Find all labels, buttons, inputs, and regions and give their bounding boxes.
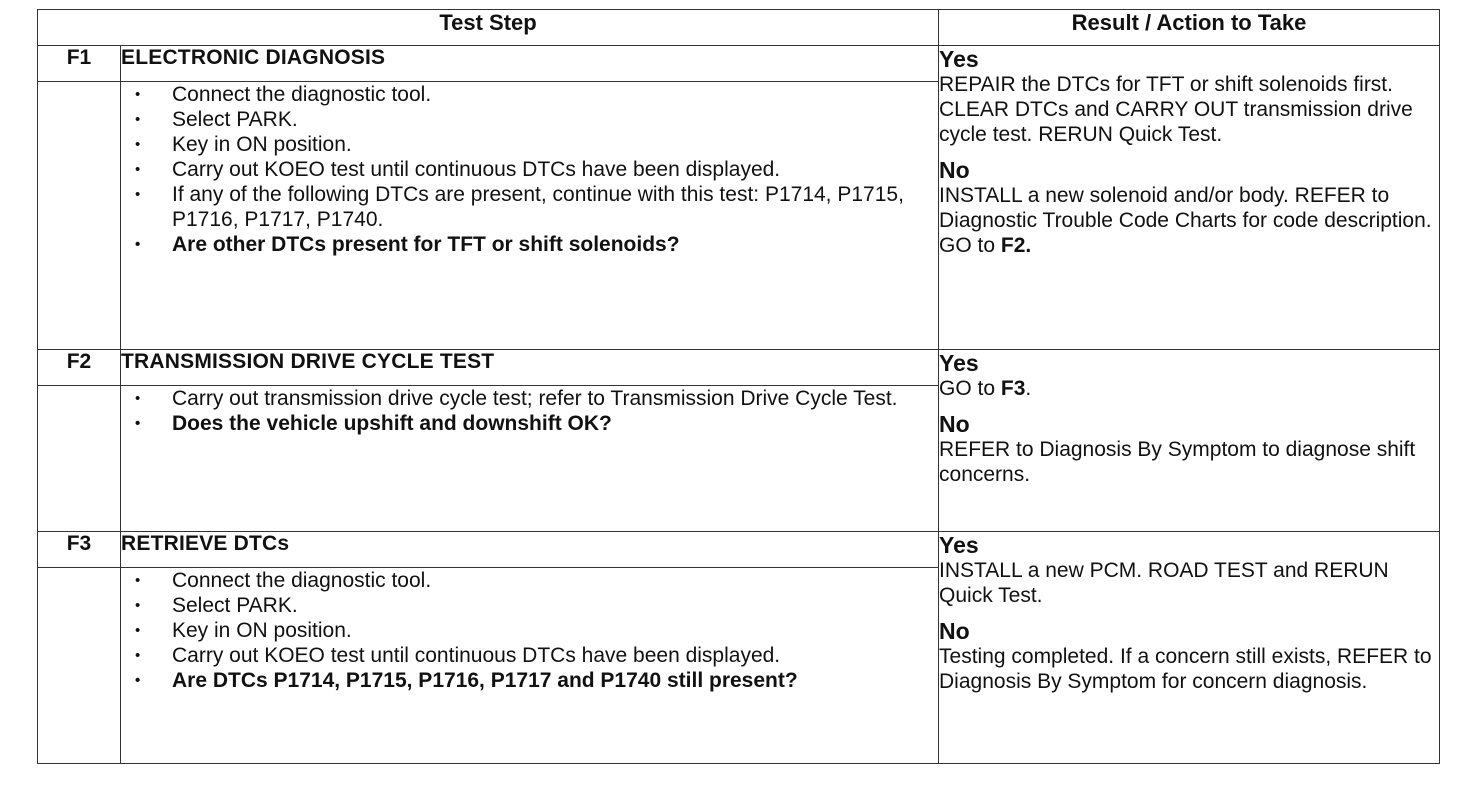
step-result: [939, 350, 1440, 532]
goto-ref-link[interactable]: F3: [1000, 377, 1026, 400]
bullet-question: • Are DTCs P1714, P1715, P1716, P1717 and P1740 still present?: [135, 669, 798, 692]
step-title: ELECTRONIC DIAGNOSIS: [121, 46, 939, 82]
yes-label: Yes: [939, 532, 979, 558]
yes-label: Yes: [939, 46, 979, 72]
no-label: No: [939, 157, 970, 183]
bullet-list: [121, 568, 938, 693]
yes-action-wrap: [939, 376, 1439, 401]
no-action: REFER to Diagnosis By Symptom to diagnose shift concerns.: [939, 438, 1416, 486]
bullet-item: • Carry out KOEO test until continuous DTCs have been displayed.: [135, 158, 781, 181]
step-id: F3: [38, 532, 121, 568]
bullet-item: • Key in ON position.: [135, 133, 352, 156]
step-title: TRANSMISSION DRIVE CYCLE TEST: [121, 350, 939, 386]
yes-action: REPAIR the DTCs for TFT or shift solenoids first. CLEAR DTCs and CARRY OUT transmission drive cycle test. RERUN Quick Test.: [939, 73, 1413, 146]
step-title: RETRIEVE DTCs: [121, 532, 939, 568]
step-id-spacer: [38, 386, 121, 532]
bullet-question: • Does the vehicle upshift and downshift OK?: [135, 412, 612, 435]
no-action: Testing completed. If a concern still exists, REFER to Diagnosis By Symptom for concern diagnosis.: [939, 645, 1432, 693]
step-f2: [38, 350, 1440, 532]
step-f3: [38, 532, 1440, 764]
yes-action: GO to: [939, 377, 996, 400]
yes-suffix: .: [1025, 377, 1032, 400]
bullet-item: • Select PARK.: [135, 108, 298, 131]
diagnostic-table: [37, 9, 1440, 764]
yes-label: Yes: [939, 350, 979, 376]
header-result-action: Result / Action to Take: [939, 10, 1440, 46]
step-result: [939, 46, 1440, 350]
step-id: F2: [38, 350, 121, 386]
no-action-wrap: [939, 183, 1439, 258]
bullet-item: • Select PARK.: [135, 594, 298, 617]
step-bullets: [121, 386, 939, 532]
step-f1: [38, 46, 1440, 350]
header-row: [38, 10, 1440, 46]
step-bullets: [121, 568, 939, 764]
bullet-list: [121, 386, 938, 436]
step-id: F1: [38, 46, 121, 82]
bullet-item: • Key in ON position.: [135, 619, 352, 642]
yes-action: INSTALL a new PCM. ROAD TEST and RERUN Quick Test.: [939, 559, 1389, 607]
goto-ref-link[interactable]: F2.: [1000, 234, 1032, 257]
step-id-spacer: [38, 568, 121, 764]
bullet-question: • Are other DTCs present for TFT or shift solenoids?: [135, 233, 680, 256]
bullet-list: [121, 82, 938, 257]
no-label: No: [939, 411, 970, 437]
bullet-item: • Carry out transmission drive cycle test; refer to Transmission Drive Cycle Test.: [135, 387, 898, 410]
bullet-item: • Carry out KOEO test until continuous DTCs have been displayed.: [135, 644, 781, 667]
bullet-item: • Connect the diagnostic tool.: [135, 83, 432, 106]
header-test-step: Test Step: [38, 10, 939, 46]
bullet-item: • Connect the diagnostic tool.: [135, 569, 432, 592]
bullet-item: • If any of the following DTCs are present, continue with this test: P1714, P1715, P1716, P1717, P1740.: [135, 183, 904, 231]
no-label: No: [939, 618, 970, 644]
step-bullets: [121, 82, 939, 350]
no-action: INSTALL a new solenoid and/or body. REFER to Diagnostic Trouble Code Charts for code description. GO to: [939, 184, 1432, 257]
step-result: [939, 532, 1440, 764]
step-id-spacer: [38, 82, 121, 350]
